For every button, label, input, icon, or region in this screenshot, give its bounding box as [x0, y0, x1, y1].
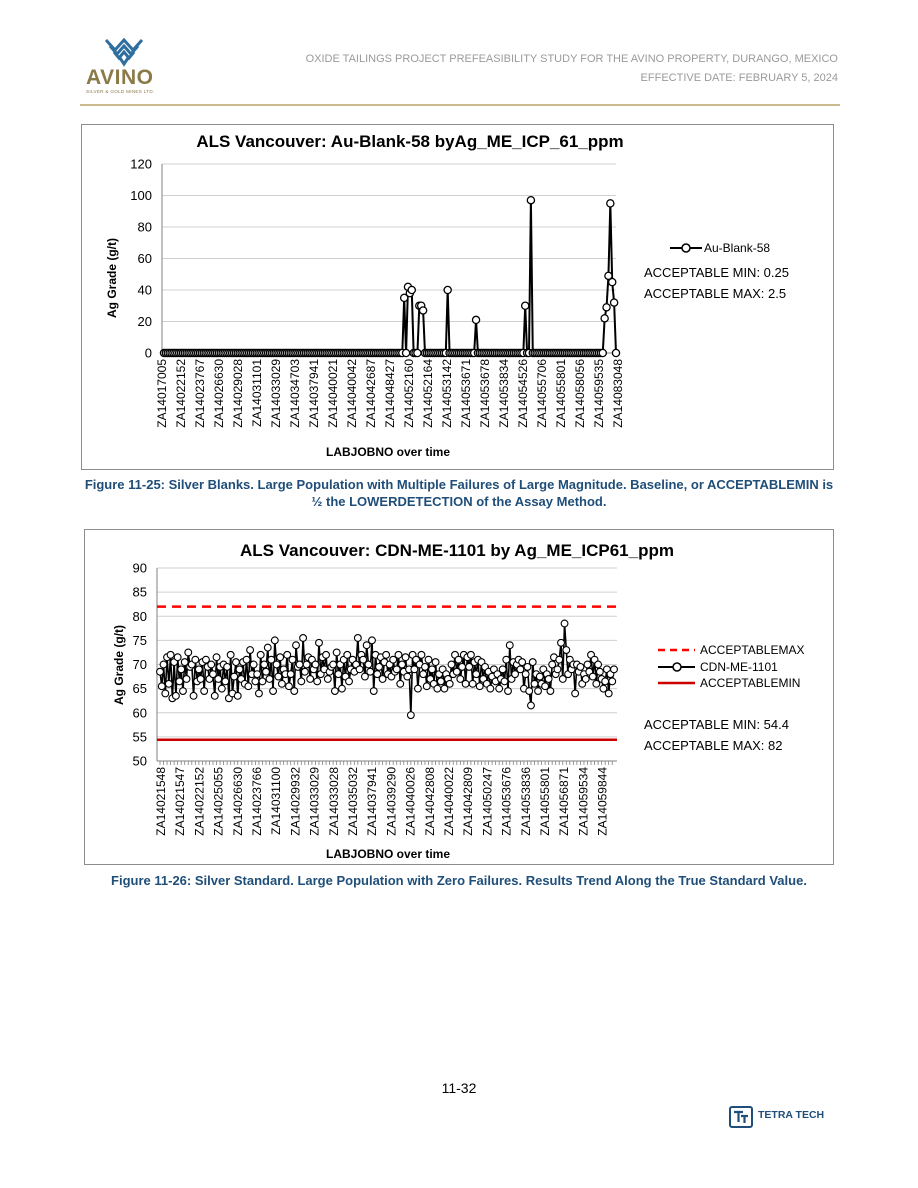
data-point: [257, 651, 264, 658]
data-point: [612, 349, 619, 356]
data-point: [277, 654, 284, 661]
data-point: [312, 661, 319, 668]
y-tick-label: 90: [132, 560, 147, 576]
data-point: [556, 656, 563, 663]
x-tick-label: ZA14083048: [611, 359, 625, 428]
data-point: [245, 683, 252, 690]
page-header: [0, 0, 918, 110]
data-point: [596, 668, 603, 675]
company-name: TETRA TECH: [758, 1109, 825, 1121]
x-tick-label: ZA14042808: [422, 767, 437, 836]
x-tick-label: ZA14052160: [402, 359, 416, 428]
data-point: [254, 671, 261, 678]
data-point: [243, 656, 250, 663]
x-tick-label: ZA14029028: [231, 359, 245, 428]
data-point: [572, 690, 579, 697]
data-point: [529, 659, 536, 666]
x-tick-label: ZA14039290: [384, 767, 399, 836]
chart-title: ALS Vancouver: CDN-ME-1101 by Ag_ME_ICP61_ppm: [240, 541, 674, 560]
data-point: [522, 671, 529, 678]
x-tick-label: ZA14023767: [193, 359, 207, 428]
figure-caption-11-25: Figure 11-25: Silver Blanks. Large Population with Multiple Failures of Large Magnitude. Baseline, or ACCEPTABLEMIN is ½ the LOWERDETECTION of the Assay Method.: [84, 477, 834, 509]
data-point: [307, 676, 314, 683]
data-point: [505, 688, 512, 695]
data-point: [192, 656, 199, 663]
data-point: [296, 661, 303, 668]
data-point: [399, 661, 406, 668]
data-point: [611, 299, 618, 306]
legend-marker-blank: [682, 244, 690, 252]
data-point: [595, 661, 602, 668]
data-point: [584, 661, 591, 668]
data-point: [425, 656, 432, 663]
data-point: [527, 197, 534, 204]
data-point: [234, 692, 241, 699]
y-tick-label: 50: [132, 753, 147, 769]
acceptable-min-note: ACCEPTABLE MIN: 0.25: [644, 265, 789, 280]
data-point: [287, 671, 294, 678]
x-tick-label: ZA14059535: [592, 359, 606, 428]
data-point: [224, 664, 231, 671]
y-tick-label: 70: [132, 657, 147, 672]
data-point: [370, 688, 377, 695]
data-point: [331, 688, 338, 695]
data-point: [473, 671, 480, 678]
data-point: [402, 349, 409, 356]
data-point: [582, 676, 589, 683]
data-point: [167, 651, 174, 658]
x-tick-label: ZA14059844: [595, 767, 610, 836]
y-tick-label: 55: [132, 729, 147, 745]
data-point: [432, 659, 439, 666]
x-tick-label: ZA14052164: [421, 359, 435, 428]
data-point: [395, 651, 402, 658]
x-tick-label: ZA14037941: [307, 359, 321, 428]
chart-title: ALS Vancouver: Au-Blank-58 byAg_ME_ICP_61_ppm: [196, 132, 624, 151]
data-point: [271, 637, 278, 644]
x-axis-label: LABJOBNO over time: [325, 445, 451, 459]
x-tick-label: ZA14042687: [364, 359, 378, 428]
y-tick-label: 120: [130, 156, 152, 172]
x-tick-label: ZA14023766: [250, 767, 264, 836]
x-tick-label: ZA14053142: [440, 359, 454, 428]
legend-label-acceptable-min: ACCEPTABLEMIN: [700, 676, 801, 690]
x-tick-label: ZA14022152: [174, 359, 188, 428]
data-point: [354, 635, 361, 642]
data-point: [448, 661, 455, 668]
data-point: [369, 637, 376, 644]
data-point: [218, 685, 225, 692]
data-point: [501, 678, 508, 685]
data-point: [547, 688, 554, 695]
data-point: [414, 349, 421, 356]
x-tick-label: ZA14053671: [459, 359, 473, 428]
x-tick-label: ZA14026630: [212, 359, 226, 428]
x-tick-label: ZA14054526: [516, 359, 530, 428]
data-point: [227, 651, 234, 658]
data-point: [402, 654, 409, 661]
x-tick-label: ZA14040026: [403, 767, 418, 836]
data-point: [459, 664, 466, 671]
legend-marker-standard: [673, 663, 681, 671]
x-tick-label: ZA14058056: [573, 359, 587, 428]
data-point: [535, 688, 542, 695]
data-point: [558, 639, 565, 646]
chart-silver-blanks: [81, 124, 834, 470]
data-point: [609, 678, 616, 685]
data-point: [526, 688, 533, 695]
data-point: [314, 678, 321, 685]
x-tick-label: ZA14055706: [535, 359, 549, 428]
data-point: [476, 683, 483, 690]
data-point: [211, 692, 218, 699]
y-axis-label: Ag Grade (g/t): [112, 625, 126, 705]
data-point: [367, 668, 374, 675]
data-point: [183, 676, 190, 683]
data-point: [173, 692, 180, 699]
data-point: [293, 642, 300, 649]
data-point: [469, 680, 476, 687]
data-point: [415, 685, 422, 692]
data-point: [165, 680, 172, 687]
data-point: [499, 666, 506, 673]
x-tick-label: ZA14055801: [538, 767, 552, 836]
chart-svg-standard: [85, 530, 833, 864]
data-point: [496, 685, 503, 692]
data-point: [180, 688, 187, 695]
data-point: [162, 690, 169, 697]
x-tick-label: ZA14029932: [288, 767, 303, 836]
data-point: [324, 676, 331, 683]
data-point: [261, 661, 268, 668]
data-point: [418, 651, 425, 658]
x-tick-label: ZA14050247: [480, 767, 495, 836]
x-tick-label: ZA14031101: [250, 359, 264, 427]
data-point: [528, 702, 535, 709]
data-point: [356, 666, 363, 673]
data-point: [472, 316, 479, 323]
data-point: [273, 661, 280, 668]
y-tick-label: 65: [132, 681, 147, 697]
x-tick-label: ZA14031100: [269, 767, 284, 835]
x-tick-label: ZA14048427: [383, 359, 397, 428]
legend-label-blank: Au-Blank-58: [704, 241, 771, 255]
data-point: [335, 671, 342, 678]
series-line-au-blank-58: [164, 200, 616, 353]
data-point: [397, 680, 404, 687]
x-tick-label: ZA14053834: [497, 359, 511, 428]
data-point: [506, 642, 513, 649]
data-point: [602, 678, 609, 685]
data-point: [270, 688, 277, 695]
data-point: [176, 678, 183, 685]
y-tick-label: 80: [137, 219, 152, 235]
data-point: [423, 683, 430, 690]
data-point: [289, 656, 296, 663]
data-point: [601, 315, 608, 322]
data-point: [487, 685, 494, 692]
data-point: [407, 712, 414, 719]
data-point: [339, 685, 346, 692]
data-point: [434, 685, 441, 692]
legend-label-acceptable-max: ACCEPTABLEMAX: [700, 643, 805, 657]
data-point: [250, 661, 257, 668]
x-tick-label: ZA14056871: [557, 767, 572, 836]
logo-subtitle: SILVER & GOLD MINES LTD.: [86, 89, 155, 94]
data-point: [522, 302, 529, 309]
x-tick-label: ZA14040021: [326, 359, 340, 428]
data-point: [233, 659, 240, 666]
data-point: [577, 664, 584, 671]
x-tick-label: ZA14025055: [211, 767, 226, 836]
x-tick-label: ZA14033029: [307, 767, 322, 836]
data-point: [174, 654, 181, 661]
data-point: [462, 680, 469, 687]
chart-svg-blanks: [82, 125, 833, 469]
data-point: [266, 676, 273, 683]
data-point: [422, 664, 429, 671]
data-point: [160, 661, 167, 668]
x-tick-label: ZA14053678: [478, 359, 492, 428]
data-point: [222, 678, 229, 685]
y-tick-label: 75: [132, 632, 147, 648]
data-point: [609, 279, 616, 286]
data-point: [429, 666, 436, 673]
acceptable-min-note: ACCEPTABLE MIN: 54.4: [644, 717, 789, 732]
x-tick-label: ZA14040042: [345, 359, 359, 428]
data-point: [316, 639, 323, 646]
data-point: [444, 286, 451, 293]
x-tick-label: ZA14053836: [518, 767, 533, 836]
data-point: [213, 654, 220, 661]
data-point: [383, 651, 390, 658]
data-point: [605, 690, 612, 697]
x-tick-label: ZA14033029: [269, 359, 283, 428]
data-point: [185, 649, 192, 656]
logo-wordmark: AVINO: [86, 66, 154, 89]
x-tick-label: ZA14059534: [576, 767, 591, 836]
data-point: [503, 656, 510, 663]
x-tick-label: ZA14017005: [155, 359, 169, 428]
y-axis-label: Ag Grade (g/t): [105, 238, 119, 318]
data-point: [236, 666, 243, 673]
legend-label-standard: CDN-ME-1101: [700, 660, 778, 674]
data-point: [298, 678, 305, 685]
chart-silver-standard: [84, 529, 834, 865]
x-tick-label: ZA14021548: [154, 767, 168, 836]
data-point: [264, 644, 271, 651]
data-point: [231, 673, 238, 680]
data-point: [404, 673, 411, 680]
acceptable-max-note: ACCEPTABLE MAX: 82: [644, 738, 783, 753]
acceptable-max-note: ACCEPTABLE MAX: 2.5: [644, 286, 787, 301]
y-tick-label: 85: [132, 584, 147, 600]
x-tick-label: ZA14035032: [346, 767, 360, 836]
data-point: [252, 678, 259, 685]
x-tick-label: ZA14022152: [192, 767, 207, 836]
x-tick-label: ZA14040022: [442, 767, 456, 836]
y-tick-label: 60: [137, 251, 152, 266]
x-tick-label: ZA14026630: [230, 767, 245, 836]
data-point: [301, 668, 308, 675]
data-point: [275, 673, 282, 680]
effective-date: EFFECTIVE DATE: FEBRUARY 5, 2024: [640, 72, 838, 84]
data-point: [563, 647, 570, 654]
data-point: [554, 666, 561, 673]
data-point: [420, 671, 427, 678]
data-point: [346, 678, 353, 685]
data-point: [408, 286, 415, 293]
data-point: [531, 680, 538, 687]
data-point: [157, 668, 164, 675]
data-point: [300, 635, 307, 642]
y-tick-label: 60: [132, 705, 147, 721]
data-point: [263, 668, 270, 675]
data-point: [611, 666, 618, 673]
data-point: [536, 673, 543, 680]
data-point: [468, 651, 475, 658]
data-point: [278, 680, 285, 687]
y-tick-label: 20: [137, 314, 152, 329]
data-point: [561, 620, 568, 627]
tetra-tech-logo-icon: [729, 1106, 753, 1128]
data-point: [589, 673, 596, 680]
data-point: [437, 678, 444, 685]
document-title: OXIDE TAILINGS PROJECT PREFEASIBILITY STUDY FOR THE AVINO PROPERTY, DURANGO, MEXICO: [305, 53, 838, 65]
data-point: [365, 661, 372, 668]
y-tick-label: 100: [130, 188, 152, 203]
data-point: [197, 676, 204, 683]
y-tick-label: 80: [132, 608, 147, 624]
data-point: [259, 678, 266, 685]
data-point: [607, 200, 614, 207]
data-point: [178, 666, 185, 673]
data-point: [446, 680, 453, 687]
x-tick-label: ZA14055801: [554, 359, 568, 428]
data-point: [545, 676, 552, 683]
x-axis-label: LABJOBNO over time: [325, 847, 451, 861]
x-tick-label: ZA14042809: [461, 767, 476, 836]
page-number: 11-32: [441, 1080, 477, 1096]
data-point: [330, 661, 337, 668]
data-point: [215, 676, 222, 683]
data-point: [603, 304, 610, 311]
data-point: [256, 690, 263, 697]
x-tick-label: ZA14037941: [365, 767, 380, 836]
x-tick-label: ZA14034703: [288, 359, 302, 428]
y-tick-label: 40: [137, 282, 152, 298]
data-point: [247, 647, 254, 654]
data-point: [291, 688, 298, 695]
data-point: [208, 661, 215, 668]
data-point: [195, 666, 202, 673]
header-divider: [80, 104, 840, 106]
x-tick-label: ZA14033028: [326, 767, 341, 836]
data-point: [158, 683, 165, 690]
figure-caption-11-26: Figure 11-26: Silver Standard. Large Population with Zero Failures. Results Trend Along the True Standard Value.: [111, 873, 807, 888]
data-point: [201, 688, 208, 695]
data-point: [333, 649, 340, 656]
data-point: [323, 651, 330, 658]
data-point: [599, 349, 606, 356]
x-tick-label: ZA14053676: [499, 767, 514, 836]
y-tick-label: 0: [144, 345, 152, 361]
x-tick-label: ZA14021547: [173, 767, 188, 836]
data-point: [190, 692, 197, 699]
data-point: [420, 307, 427, 314]
